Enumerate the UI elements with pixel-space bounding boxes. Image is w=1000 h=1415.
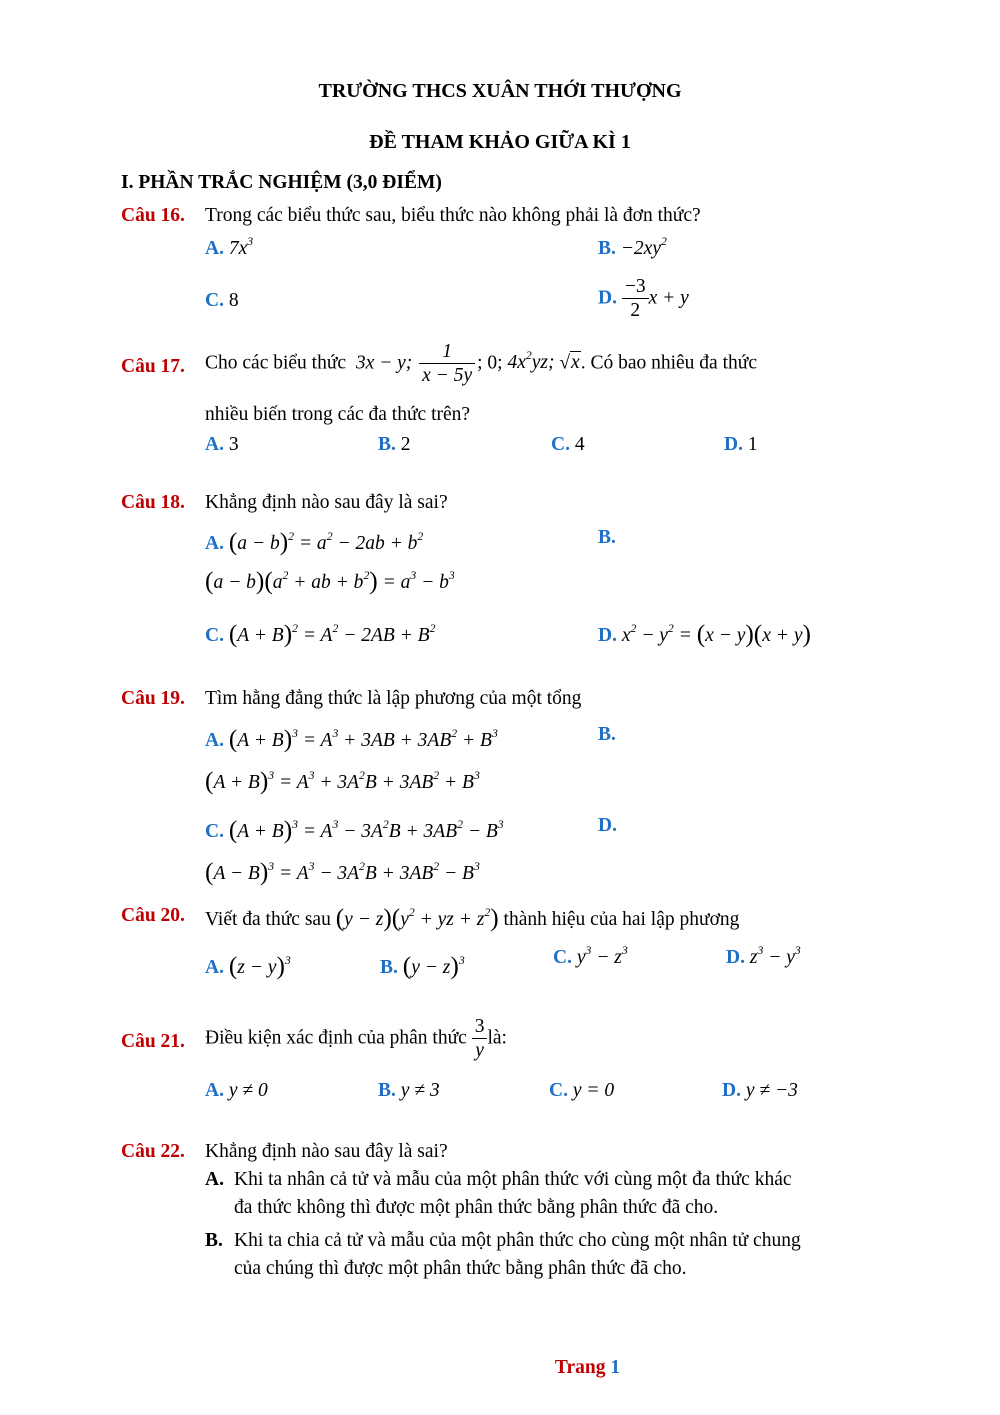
section-title: I. PHẦN TRẮC NGHIỆM (3,0 ĐIỂM) bbox=[121, 172, 442, 193]
option-b-letter: B. bbox=[205, 1230, 223, 1251]
exam-title: ĐỀ THAM KHẢO GIỮA KÌ 1 bbox=[369, 131, 631, 153]
option-d: D. 1 bbox=[724, 434, 758, 455]
question-label: Câu 16. bbox=[121, 205, 185, 226]
question-text: Trong các biểu thức sau, biểu thức nào không phải là đơn thức? bbox=[205, 205, 701, 226]
option-d: D. y ≠ −3 bbox=[722, 1080, 798, 1101]
page-number: 1 bbox=[610, 1357, 621, 1378]
option-d: D. $\frac{-3}{2}$ x + y bbox=[598, 276, 689, 322]
option-a-letter: A. bbox=[205, 1169, 224, 1190]
option-a: A. $(z - y)^3$ bbox=[205, 952, 291, 980]
page-word: Trang bbox=[554, 1357, 606, 1378]
option-c: C. 8 bbox=[205, 290, 239, 311]
option-b-expression: $(A + B)^3 = A^3 + 3A^2B + 3AB^2 + B^3$ bbox=[205, 767, 480, 795]
option-a: A. y ≠ 0 bbox=[205, 1080, 268, 1101]
option-c: C. $(A + B)^3 = A^3 - 3A^2B + 3AB^2 - B^3$ bbox=[205, 816, 504, 844]
option-b: B. bbox=[598, 724, 616, 745]
option-b: B. y ≠ 3 bbox=[378, 1080, 440, 1101]
option-a: A. 3 bbox=[205, 434, 239, 455]
question-text: Viết đa thức sau $(y - z)(y^2$ + yz + $z^2$) thành hiệu của hai lập phương bbox=[205, 904, 740, 932]
option-b: B. bbox=[598, 527, 616, 548]
question-text-line2: nhiều biến trong các đa thức trên? bbox=[205, 404, 471, 425]
question-text: Cho các biểu thức 3x − y; $\frac{1}{x - 5y}$ ; 0; $4x^2yz$; √x. Có bao nhiêu đa thức bbox=[205, 341, 757, 387]
option-a: A. $7x^3$ bbox=[205, 235, 254, 259]
option-a-line1: Khi ta nhân cả tử và mẫu của một phân thức với cùng một đa thức khác bbox=[234, 1169, 792, 1190]
question-label: Câu 18. bbox=[121, 492, 185, 513]
option-c: C. $y^3 - z^3$ bbox=[553, 944, 628, 968]
option-d-expression: $(A - B)^3 = A^3 - 3A^2B + 3AB^2 - B^3$ bbox=[205, 858, 480, 886]
page-footer bbox=[0, 1357, 1000, 1379]
option-b-line1: Khi ta chia cả tử và mẫu của một phân thức cho cùng một nhân tử chung bbox=[234, 1230, 801, 1251]
question-label: Câu 21. bbox=[121, 1031, 185, 1052]
option-d: D. $x^2 - y^2 = (x - y)(x + y)$ bbox=[598, 620, 811, 648]
question-label: Câu 17. bbox=[121, 356, 185, 377]
option-b: B. $-2xy^2$ bbox=[598, 235, 667, 259]
question-label: Câu 20. bbox=[121, 905, 185, 926]
option-b-expression: $(a - b)(a^2$ + ab + $b^2) = a^3 - b^3$ bbox=[205, 567, 455, 595]
question-text: Khẳng định nào sau đây là sai? bbox=[205, 492, 448, 513]
option-c: C. 4 bbox=[551, 434, 585, 455]
option-c: C. $(A + B)^2 = A^2 - 2AB + B^2$ bbox=[205, 620, 436, 648]
option-a: A. $(a - b)^2 = a^2 - 2ab + b^2$ bbox=[205, 528, 424, 556]
option-b: B. $(y - z)^3$ bbox=[380, 952, 465, 980]
option-b: B. 2 bbox=[378, 434, 411, 455]
question-text: Khẳng định nào sau đây là sai? bbox=[205, 1141, 448, 1162]
option-c: C. y = 0 bbox=[549, 1080, 615, 1101]
option-a-line2: đa thức không thì được một phân thức bằng phân thức đã cho. bbox=[234, 1197, 719, 1218]
option-d: D. bbox=[598, 815, 617, 836]
question-text: Điều kiện xác định của phân thức $\frac{3}{y}$ là: bbox=[205, 1016, 507, 1062]
question-label: Câu 22. bbox=[121, 1141, 185, 1162]
option-d: D. $z^3 - y^3$ bbox=[726, 944, 801, 968]
option-b-line2: của chúng thì được một phân thức bằng phân thức đã cho. bbox=[234, 1258, 687, 1279]
question-label: Câu 19. bbox=[121, 688, 185, 709]
question-text: Tìm hằng đẳng thức là lập phương của một tổng bbox=[205, 688, 582, 709]
option-a: A. $(A + B)^3 = A^3 + 3AB + 3AB^2 + B^3$ bbox=[205, 725, 498, 753]
school-name: TRƯỜNG THCS XUÂN THỚI THƯỢNG bbox=[318, 80, 682, 102]
